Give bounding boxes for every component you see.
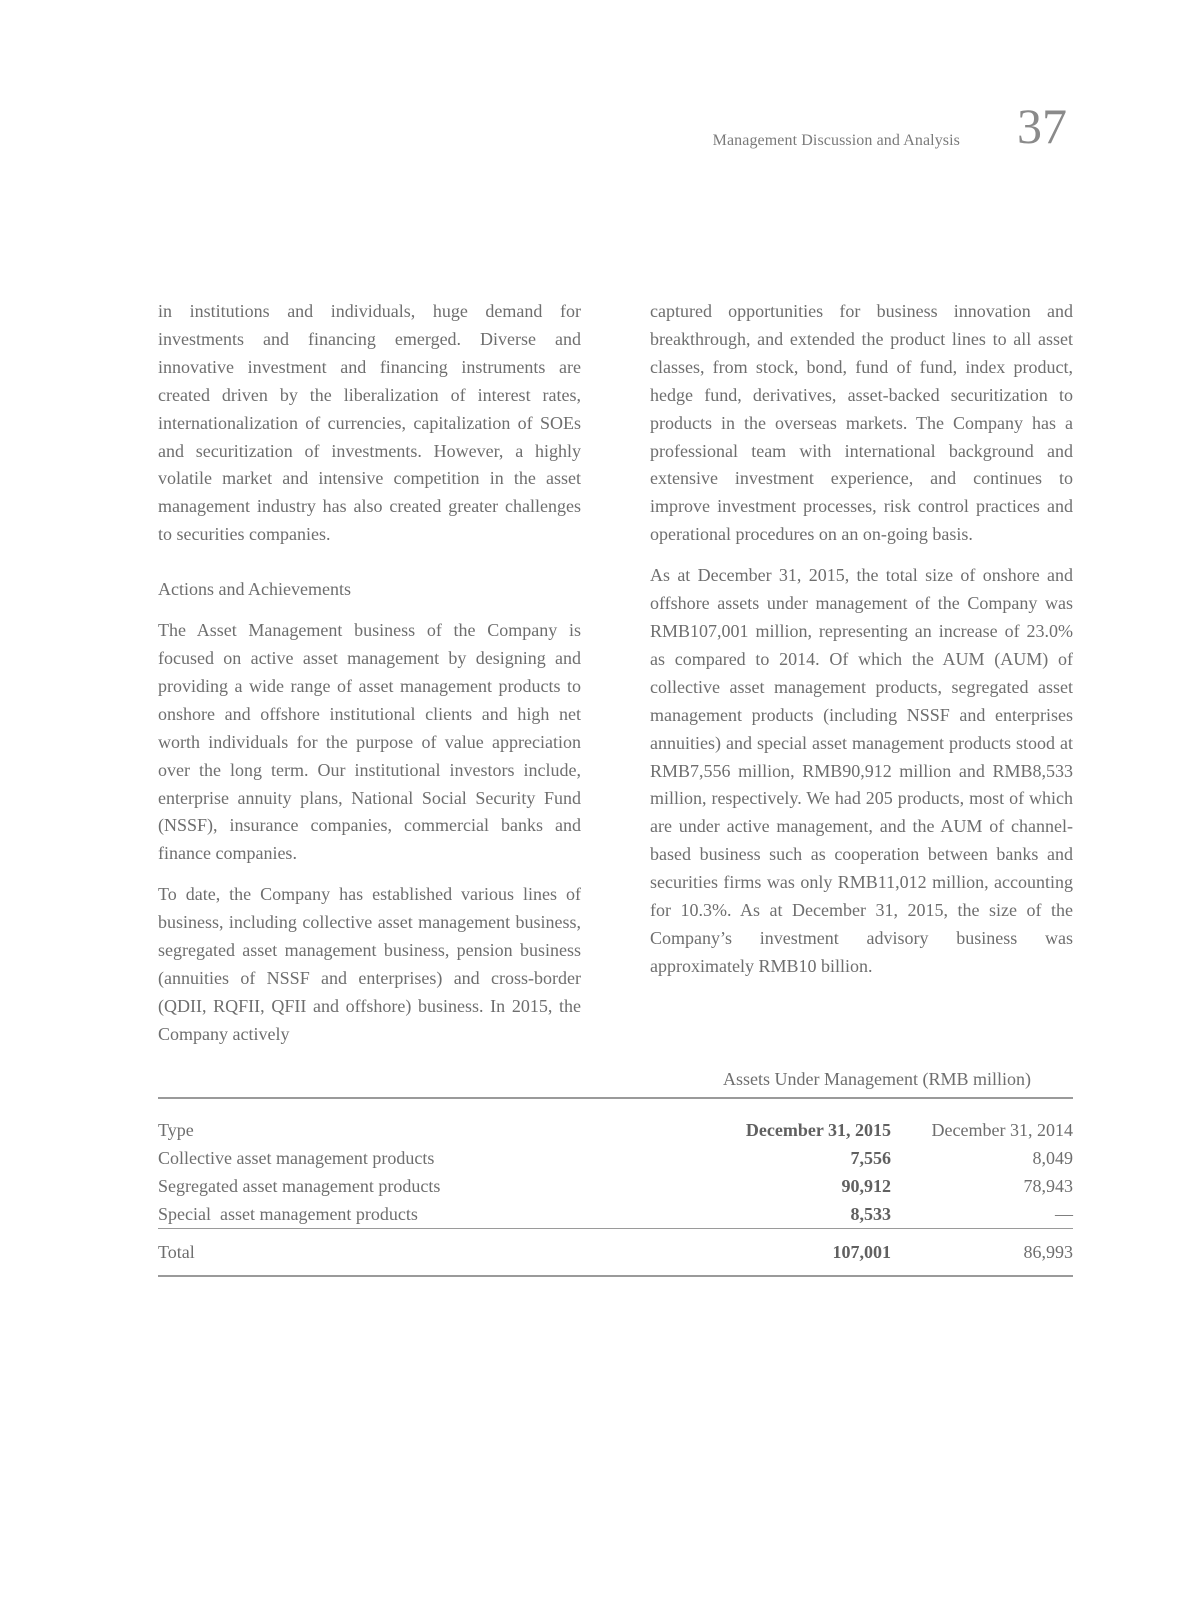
- header-2015: December 31, 2015: [745, 1120, 891, 1140]
- aum-table: [158, 1064, 1073, 1277]
- row-value-2014: 78,943: [1023, 1176, 1073, 1196]
- left-paragraph-1: in institutions and individuals, huge demand for investments and financing emerged. Diverse and innovative investment and financing instruments are created driven by the liberalization of interest rates, internationalization of currencies, capitalization of SOEs and securitization of investments. However, a highly volatile market and intensive competition in the asset management industry has also created greater challenges to securities companies.: [158, 301, 581, 545]
- row-value-2015: 90,912: [841, 1176, 891, 1196]
- total-value-2014: 86,993: [1023, 1242, 1073, 1262]
- table-row: [158, 1200, 1073, 1228]
- table-row: [158, 1144, 1073, 1172]
- header-2014: December 31, 2014: [931, 1120, 1073, 1140]
- table-total-row: [158, 1229, 1073, 1275]
- table-caption: Assets Under Management (RMB million): [723, 1069, 1031, 1089]
- left-text-column: [158, 298, 581, 1062]
- right-paragraph-1: captured opportunities for business innovation and breakthrough, and extended the product lines to all asset classes, from stock, bond, fund of fund, index product, hedge fund, derivatives, asset-backed securitization to products in the overseas markets. The Company has a professional team with international background and extensive investment experience, and continues to improve investment processes, risk control practices and operational procedures on an on-going basis.: [650, 301, 1073, 545]
- left-paragraph-3: To date, the Company has established various lines of business, including collective asset management business, segregated asset management business, pension business (annuities of NSSF and enterprises) and cross-border (QDII, RQFII, QFII and offshore) business. In 2015, the Company actively: [158, 884, 581, 1044]
- table-top-rule: [158, 1097, 1073, 1099]
- total-value-2015: 107,001: [832, 1242, 891, 1262]
- running-header-title: Management Discussion and Analysis: [712, 132, 960, 149]
- total-label: Total: [158, 1242, 195, 1262]
- left-paragraph-2: The Asset Management business of the Company is focused on active asset management by designing and providing a wide range of asset management products to onshore and offshore institutional clients and high net worth individuals for the purpose of value appreciation over the long term. Our institutional investors include, enterprise annuity plans, National Social Security Fund (NSSF), insurance companies, commercial banks and finance companies.: [158, 620, 581, 864]
- row-type: Special asset management products: [158, 1204, 418, 1224]
- right-text-column: [650, 298, 1073, 994]
- right-paragraph-2: As at December 31, 2015, the total size of onshore and offshore assets under management of the Company was RMB107,001 million, representing an increase of 23.0% as compared to 2014. Of which the AUM (AUM) of collective asset management products, segregated asset management products (including NSSF and enterprises annuities) and special asset management products stood at RMB7,556 million, RMB90,912 million and RMB8,533 million, respectively. We had 205 products, most of which are under active management, and the AUM of channel-based business such as cooperation between banks and securities firms was only RMB11,012 million, accounting for 10.3%. As at December 31, 2015, the size of the Company’s investment advisory business was approximately RMB10 billion.: [650, 565, 1073, 976]
- table-row: [158, 1172, 1073, 1200]
- row-value-2014: 8,049: [1032, 1148, 1073, 1168]
- row-value-2015: 8,533: [850, 1204, 891, 1224]
- row-type: Collective asset management products: [158, 1148, 435, 1168]
- row-value-2014: —: [1055, 1204, 1073, 1224]
- header-type: Type: [158, 1120, 194, 1140]
- row-value-2015: 7,556: [850, 1148, 891, 1168]
- table-bottom-rule: [158, 1275, 1073, 1277]
- page-number: 37: [1017, 98, 1067, 154]
- table-header-row: [158, 1116, 1073, 1144]
- row-type: Segregated asset management products: [158, 1176, 441, 1196]
- section-subheading: Actions and Achievements: [158, 579, 351, 600]
